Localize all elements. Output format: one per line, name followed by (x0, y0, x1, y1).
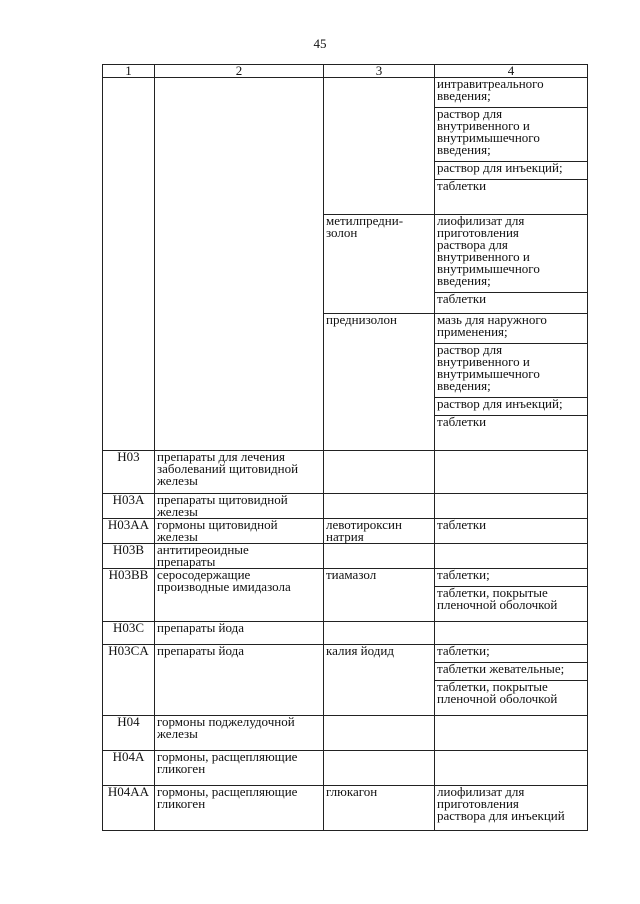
dosage-form (437, 786, 585, 824)
anatomical-group-cell (155, 645, 324, 716)
group-name-line: производные имидазола (157, 579, 291, 594)
table-row (103, 451, 588, 494)
dosage-form-line: лиофилизат для (437, 213, 525, 228)
anatomical-group-cell (155, 716, 324, 751)
dosage-form-line: введения; (437, 273, 491, 288)
group-name-line: гликоген (157, 761, 206, 776)
anatomical-group-cell (155, 569, 324, 622)
dosage-form-line: введения; (437, 142, 491, 157)
anatomical-group-cell (155, 494, 324, 519)
group-name-line: заболеваний щитовидной (157, 461, 299, 476)
continuation-code-cell (103, 78, 155, 451)
group-name-line: препараты йода (157, 620, 245, 635)
drug-name-line: метилпредни- (326, 213, 404, 228)
drug-name-cell (324, 215, 435, 314)
dosage-form-line: внутримышечного (437, 261, 540, 276)
dosage-form (435, 680, 587, 707)
continuation-row (103, 78, 588, 215)
dosage-form (435, 292, 587, 307)
group-name-line: гормоны, расщепляющие (157, 749, 298, 764)
dosage-form (437, 519, 585, 533)
drug-name-cell (324, 786, 435, 831)
dosage-form (435, 107, 587, 158)
dosage-form-line: внутримышечного (437, 130, 540, 145)
table-row (103, 716, 588, 751)
dosage-form-line: введения; (437, 88, 491, 103)
dosage-form-line: раствор для (437, 342, 503, 357)
anatomical-group-cell (155, 622, 324, 645)
dosage-form-line: таблетки; (437, 643, 490, 658)
dosage-form (435, 161, 587, 176)
drug-name-cell (324, 645, 435, 716)
atc-code-cell: H03C (103, 622, 155, 645)
dosage-form-line: приготовления (437, 225, 519, 240)
dosage-form-line: раствор для (437, 106, 503, 121)
dosage-form (435, 343, 587, 394)
group-name-line: препараты для лечения (157, 449, 286, 464)
anatomical-group-cell (155, 451, 324, 494)
dosage-form (437, 78, 585, 104)
continuation-group-cell (155, 78, 324, 451)
atc-code-cell: H03 (103, 451, 155, 494)
dosage-form-line: внутримышечного (437, 366, 540, 381)
drug-name-cell (324, 569, 435, 622)
dosage-form-line: таблетки жевательные; (437, 661, 565, 676)
dosage-form-line: внутривенного и (437, 354, 530, 369)
atc-code-cell: H04 (103, 716, 155, 751)
table-row (103, 544, 588, 569)
dosage-form-line: раствор для инъекций; (437, 160, 563, 175)
dosage-forms-cell (435, 786, 588, 831)
atc-code-cell: H04A (103, 751, 155, 786)
dosage-form-line: раствора для (437, 237, 508, 252)
dosage-forms-cell (435, 751, 588, 786)
group-name-line: гормоны поджелудочной (157, 714, 295, 729)
column-number-4: 4 (435, 65, 588, 78)
dosage-form-line: мазь для наружного (437, 312, 547, 327)
dosage-form (437, 215, 585, 289)
dosage-forms-cell (435, 622, 588, 645)
dosage-form-line: таблетки, покрытые (437, 585, 548, 600)
drug-name-cell (324, 314, 435, 451)
atc-code-cell: H03A (103, 494, 155, 519)
table-row (103, 569, 588, 622)
dosage-form-line: раствор для инъекций; (437, 396, 563, 411)
anatomical-group-cell (155, 544, 324, 569)
column-number-2: 2 (155, 65, 324, 78)
dosage-form-line: применения; (437, 324, 508, 339)
table-row (103, 622, 588, 645)
group-name-line: антитиреоидные (157, 542, 249, 557)
table-row (103, 519, 588, 544)
table-row (103, 494, 588, 519)
drug-name-line: глюкагон (326, 784, 378, 799)
drug-name-line: левотироксин (326, 517, 402, 532)
drug-name-cell (324, 716, 435, 751)
dosage-form-line: внутривенного и (437, 118, 530, 133)
column-number-3: 3 (324, 65, 435, 78)
table-row (103, 786, 588, 831)
group-name-line: препараты (157, 554, 216, 569)
anatomical-group-cell (155, 519, 324, 544)
dosage-forms-cell (435, 451, 588, 494)
dosage-form-line: таблетки (437, 414, 487, 429)
drug-name-cell (324, 451, 435, 494)
drug-name-line: тиамазол (326, 567, 377, 582)
atc-code-cell: H03AA (103, 519, 155, 544)
dosage-form (435, 415, 587, 430)
drug-name-line: калия йодид (326, 643, 394, 658)
drug-name-line: натрия (326, 529, 364, 544)
anatomical-group-cell (155, 786, 324, 831)
dosage-form-line: раствора для инъекций (437, 808, 565, 823)
dosage-forms-cell (435, 314, 588, 451)
dosage-form-line: приготовления (437, 796, 519, 811)
drug-name-line: золон (326, 225, 358, 240)
dosage-form-line: таблетки (437, 291, 487, 306)
group-name-line: железы (157, 529, 198, 544)
group-name-line: железы (157, 726, 198, 741)
drug-name-cell (324, 622, 435, 645)
group-name-line: гликоген (157, 796, 206, 811)
dosage-form (435, 179, 587, 194)
drug-name-cell (324, 494, 435, 519)
anatomical-group-cell (155, 751, 324, 786)
dosage-forms-cell (435, 519, 588, 544)
dosage-form (437, 645, 585, 659)
group-name-line: препараты йода (157, 643, 245, 658)
dosage-form-line: внутривенного и (437, 249, 530, 264)
atc-code-cell: H03BB (103, 569, 155, 622)
group-name-line: железы (157, 473, 198, 488)
table-row (103, 645, 588, 716)
dosage-form-line: лиофилизат для (437, 784, 525, 799)
dosage-form-line: таблетки; (437, 567, 490, 582)
drug-name-line: преднизолон (326, 312, 397, 327)
group-name-line: гормоны, расщепляющие (157, 784, 298, 799)
continuation-drug-cell-empty (324, 78, 435, 215)
drug-name-cell (324, 544, 435, 569)
dosage-form-line: пленочной оболочкой (437, 691, 558, 706)
dosage-forms-cell (435, 544, 588, 569)
group-name-line: железы (157, 504, 198, 519)
dosage-form (437, 569, 585, 583)
dosage-form-line: пленочной оболочкой (437, 597, 558, 612)
column-number-1: 1 (103, 65, 155, 78)
dosage-forms-cell (435, 569, 588, 622)
dosage-form (435, 586, 587, 613)
group-name-line: гормоны щитовидной (157, 517, 278, 532)
dosage-form-line: введения; (437, 378, 491, 393)
dosage-form (437, 314, 585, 340)
atc-code-cell: H03CA (103, 645, 155, 716)
dosage-forms-cell (435, 494, 588, 519)
table-row (103, 751, 588, 786)
atc-code-cell: H03B (103, 544, 155, 569)
drug-name-cell (324, 751, 435, 786)
drug-list-table (102, 64, 588, 831)
dosage-form-line: таблетки (437, 517, 487, 532)
dosage-form-line: интравитреального (437, 76, 544, 91)
dosage-forms-cell (435, 645, 588, 716)
dosage-forms-cell (435, 716, 588, 751)
atc-code-cell: H04AA (103, 786, 155, 831)
continuation-forms-cell (435, 78, 588, 215)
group-name-line: препараты щитовидной (157, 492, 288, 507)
page-number: 45 (313, 36, 327, 51)
dosage-form (435, 662, 587, 677)
dosage-form-line: таблетки, покрытые (437, 679, 548, 694)
dosage-form (435, 397, 587, 412)
dosage-forms-cell (435, 215, 588, 314)
drug-name-cell (324, 519, 435, 544)
group-name-line: серосодержащие (157, 567, 251, 582)
dosage-form-line: таблетки (437, 178, 487, 193)
